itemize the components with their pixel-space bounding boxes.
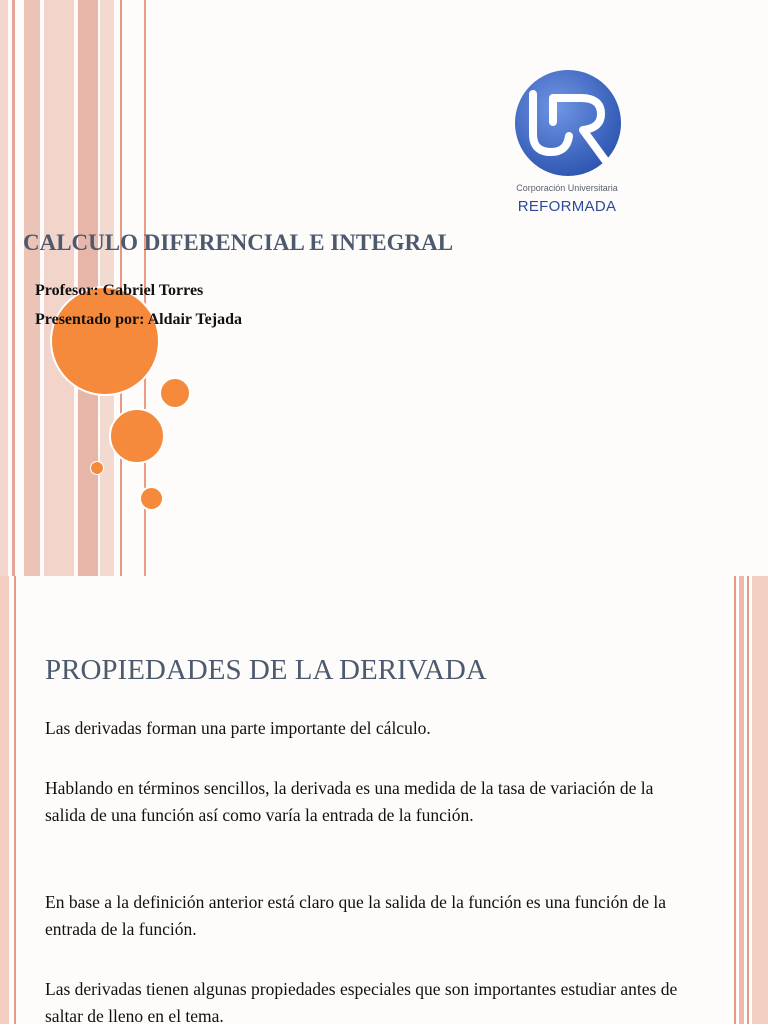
- paragraph: Hablando en términos sencillos, la derivada es una medida de la tasa de variación de la salida de una función así como varía la entrada de la función.: [45, 778, 654, 825]
- decorative-circle: [50, 286, 160, 396]
- logo-caption: Corporación Universitaria: [516, 183, 618, 193]
- decorative-circle: [159, 377, 191, 409]
- logo-name: REFORMADA: [517, 198, 617, 215]
- paragraph: En base a la definición anterior está claro que la salida de la función es una función de la entrada de la función.: [45, 892, 666, 939]
- slide-title: CALCULO DIFERENCIAL E INTEGRAL: [23, 230, 454, 255]
- decorative-stripe: [752, 576, 768, 1024]
- decorative-stripe: [0, 576, 9, 1024]
- decorative-stripe: [747, 576, 749, 1024]
- decorative-stripe: [0, 0, 8, 576]
- decorative-stripe: [739, 576, 744, 1024]
- presenter-line: Presentado por: Aldair Tejada: [35, 311, 242, 328]
- paragraph: Las derivadas tienen algunas propiedades especiales que son importantes estudiar antes de saltar de lleno en el tema.: [45, 979, 678, 1026]
- decorative-stripe: [734, 576, 736, 1024]
- slide-title: PROPIEDADES DE LA DERIVADA: [45, 654, 487, 686]
- paragraph: Las derivadas forman una parte importante del cálculo.: [45, 718, 431, 738]
- decorative-circle: [139, 486, 164, 511]
- decorative-circle: [109, 408, 165, 464]
- decorative-circle: [90, 461, 104, 475]
- decorative-stripe: [14, 576, 16, 1024]
- decorative-stripe: [12, 0, 15, 576]
- professor-line: Profesor: Gabriel Torres: [35, 282, 204, 299]
